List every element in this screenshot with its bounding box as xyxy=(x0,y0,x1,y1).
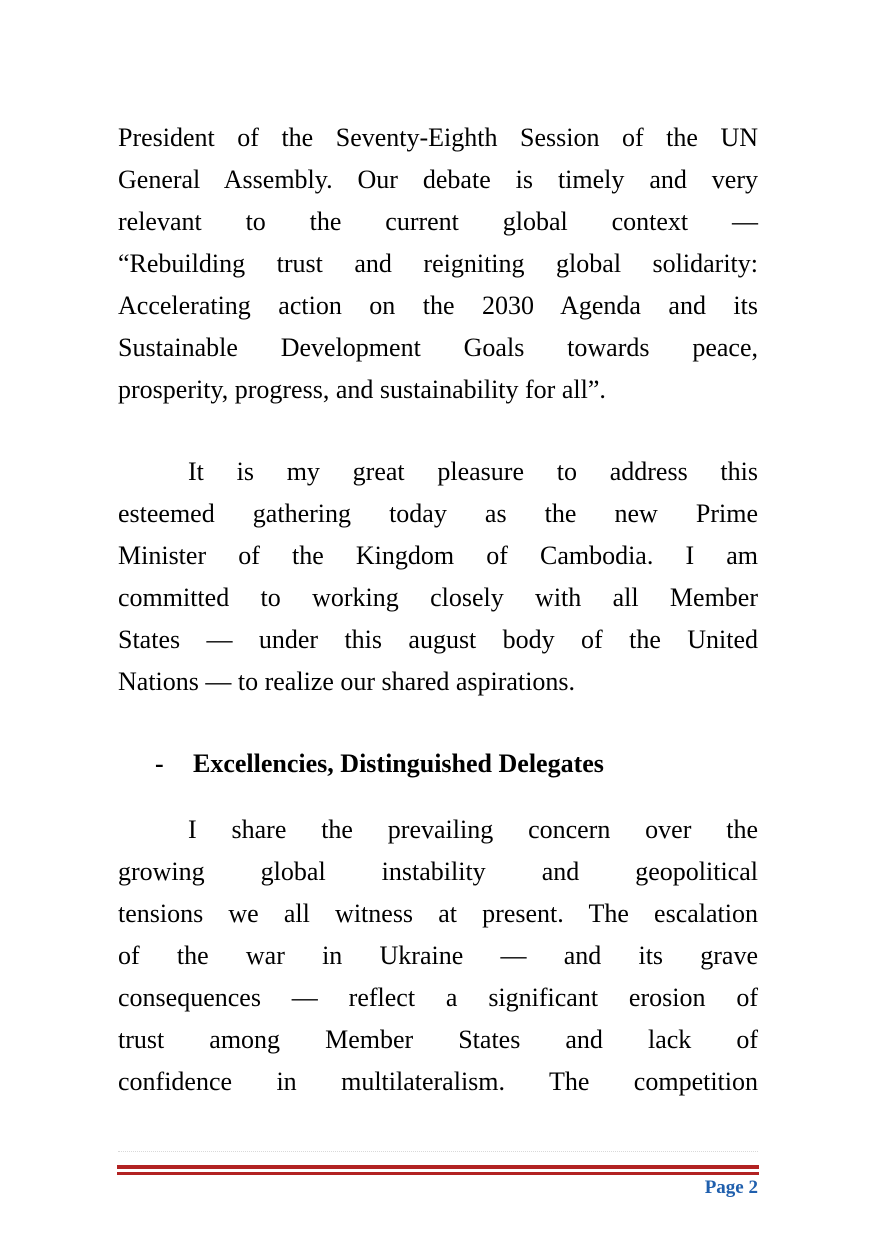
text-line: States — under this august body of the United xyxy=(118,625,758,654)
text-line: President of the Seventy-Eighth Session of the UN xyxy=(118,123,758,152)
text-line: trust among Member States and lack of xyxy=(118,1025,758,1054)
text-line: tensions we all witness at present. The escalation xyxy=(118,899,758,928)
document-body xyxy=(118,117,758,1103)
text-line: esteemed gathering today as the new Prime xyxy=(118,499,758,528)
text-line: prosperity, progress, and sustainability for all”. xyxy=(118,375,606,404)
text-line: It is my great pleasure to address this xyxy=(188,457,758,486)
text-line: of the war in Ukraine — and its grave xyxy=(118,941,758,970)
text-line: consequences — reflect a significant erosion of xyxy=(118,983,758,1012)
footer-divider xyxy=(117,1165,759,1175)
footer-dotted-line xyxy=(118,1151,758,1152)
paragraph xyxy=(118,117,758,411)
section-heading xyxy=(118,743,758,785)
text-line: “Rebuilding trust and reigniting global solidarity: xyxy=(118,249,758,278)
paragraph xyxy=(118,809,758,1103)
text-line: Minister of the Kingdom of Cambodia. I am xyxy=(118,541,758,570)
heading-bullet: - xyxy=(155,749,164,778)
text-line: committed to working closely with all Member xyxy=(118,583,758,612)
text-line: relevant to the current global context — xyxy=(118,207,758,236)
page-number: Page 2 xyxy=(704,1177,758,1198)
paragraph xyxy=(118,451,758,703)
text-line: growing global instability and geopolitical xyxy=(118,857,758,886)
text-line: Sustainable Development Goals towards peace, xyxy=(118,333,758,362)
text-line: confidence in multilateralism. The competition xyxy=(118,1067,758,1096)
text-line: Accelerating action on the 2030 Agenda and its xyxy=(118,291,758,320)
heading-text: Excellencies, Distinguished Delegates xyxy=(193,749,604,778)
text-line: Nations — to realize our shared aspirations. xyxy=(118,667,576,696)
footer-divider-thin-rule xyxy=(117,1172,759,1175)
text-line: I share the prevailing concern over the xyxy=(188,815,758,844)
text-line: General Assembly. Our debate is timely and very xyxy=(118,165,758,194)
